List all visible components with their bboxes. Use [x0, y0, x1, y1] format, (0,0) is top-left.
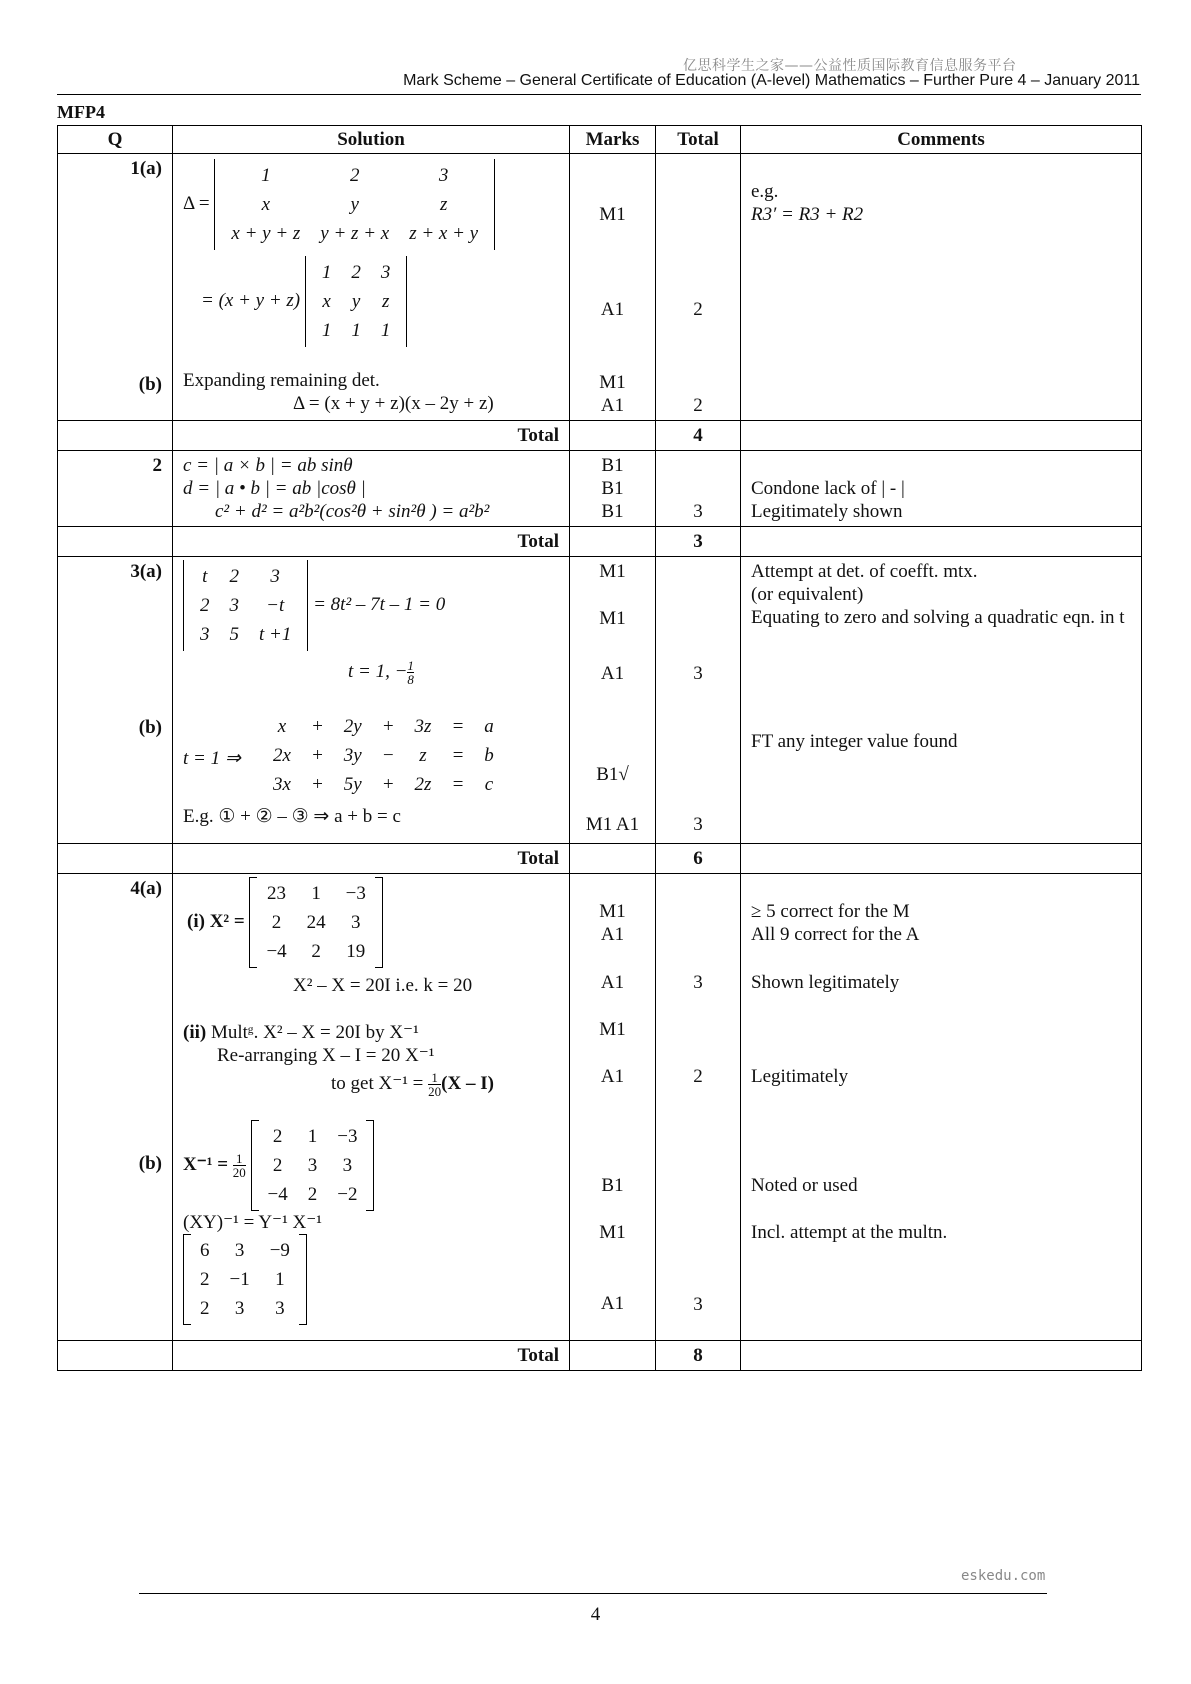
q1-total-row [58, 421, 1142, 451]
q2-mark-3: B1 [601, 501, 624, 522]
q3-eg-line: E.g. ① + ② – ③ ⇒ a + b = c [183, 806, 401, 827]
q3-roots-fraction: $\frac{1}{8}$ [407, 658, 414, 687]
q3-roots: t = 1, − [348, 660, 408, 682]
q1-mark-4: A1 [600, 395, 625, 416]
q2-line-1: c = | a × b | = ab sinθ [183, 455, 353, 476]
q4-x2-eq: X² = [209, 910, 245, 932]
q2-label: 2 [58, 451, 173, 527]
q4-comment-5: Noted or used [751, 1175, 858, 1196]
question-3-row [58, 557, 1142, 844]
q2-subtotal: 3 [693, 501, 703, 522]
q4-xinv-fraction: $\frac{1}{20}$ [232, 1151, 246, 1180]
q1-mark-2: A1 [600, 299, 625, 320]
watermark-top: 亿思科学生之家——公益性质国际教育信息服务平台 [683, 58, 1017, 74]
column-header-solution: Solution [173, 126, 570, 154]
q3-comment-2: (or equivalent) [751, 584, 864, 605]
q1-factor: = (x + y + z) [201, 289, 301, 311]
q4-comment-1: ≥ 5 correct for the M [751, 901, 910, 922]
q4-xy-line: (XY)⁻¹ = Y⁻¹ X⁻¹ [183, 1212, 322, 1233]
q4-comment-2: All 9 correct for the A [751, 924, 920, 945]
mark-scheme-table [57, 125, 1142, 1371]
q4-ii-line-1: Multᵍ. X² – X = 20I by X⁻¹ [210, 1022, 419, 1043]
q4a-label: 4(a) [130, 878, 162, 899]
q3-total-label: Total [173, 844, 570, 874]
q3-comment-4: FT any integer value found [751, 731, 958, 752]
q1-total-value: 4 [656, 421, 741, 451]
q4-mark-5: A1 [600, 1066, 625, 1087]
footer-rule [139, 1593, 1047, 1594]
q4-mark-2: A1 [600, 924, 625, 945]
q3-system-prefix: t = 1 ⇒ [183, 748, 241, 769]
column-header-total: Total [656, 126, 741, 154]
q3-mark-2: M1 [599, 608, 626, 629]
q1a-label: 1(a) [130, 158, 162, 179]
q2-total-value: 3 [656, 527, 741, 557]
q4b-label: (b) [138, 1153, 162, 1174]
header-rule [57, 94, 1141, 95]
q2-total-row [58, 527, 1142, 557]
q4-ii-tail: (X – I) [441, 1072, 494, 1094]
q3b-label: (b) [138, 717, 162, 738]
document-code: MFP4 [57, 102, 105, 122]
q4-x2-line: X² – X = 20I i.e. k = 20 [293, 975, 473, 996]
q2-comment-2: Legitimately shown [751, 501, 903, 522]
q4-x-squared-matrix: 23 1 −3 2 24 3 −4 2 19 [249, 877, 382, 968]
q4-subtotal-1: 3 [693, 972, 703, 993]
q4-subtotal-2: 2 [693, 1066, 703, 1087]
q4-mark-1: M1 [599, 901, 626, 922]
q4-total-value: 8 [656, 1341, 741, 1371]
table-header-row [58, 126, 1142, 154]
q3-total-row [58, 844, 1142, 874]
q1-subtotal-1: 2 [693, 299, 703, 320]
q4-comment-4: Legitimately [751, 1066, 849, 1087]
q2-line-3: c² + d² = a²b²(cos²θ + sin²θ ) = a²b² [215, 501, 490, 522]
q4-subtotal-3: 3 [693, 1294, 703, 1315]
q1b-label: (b) [138, 374, 162, 395]
q4-ii-line-3: to get X⁻¹ = [331, 1072, 424, 1094]
column-header-q: Q [58, 126, 173, 154]
q1-total-label: Total [173, 421, 570, 451]
q1b-line2: Δ = (x + y + z)(x – 2y + z) [293, 393, 494, 414]
q4-total-row [58, 1341, 1142, 1371]
q4-xinv-eq: X⁻¹ = [183, 1153, 229, 1175]
q4-result-matrix: 6 3 −9 2 −1 1 2 3 3 [183, 1234, 307, 1325]
q1b-line1: Expanding remaining det. [183, 370, 380, 391]
q2-line-2: d = | a • b | = ab |cosθ | [183, 478, 366, 499]
q1-determinant: 1 2 3 x y z x + y + z y + z + x z + x + y [214, 159, 495, 250]
q1-reduced-determinant: 1 2 3 x y z 1 1 1 [305, 256, 408, 347]
q1-comment-1: e.g. [751, 181, 779, 202]
q4-mark-4: M1 [599, 1019, 626, 1040]
q4-comment-6: Incl. attempt at the multn. [751, 1222, 948, 1243]
q4-mark-7: M1 [599, 1222, 626, 1243]
q1-mark-3: M1 [599, 372, 626, 393]
q3-mark-4: B1√ [596, 764, 629, 785]
q4-x-inverse-matrix: 2 1 −3 2 3 3 −4 2 −2 [251, 1120, 375, 1211]
q3-mark-3: A1 [600, 663, 625, 684]
page-header: Mark Scheme – General Certificate of Education (A-level) Mathematics – Further Pure 4 – January 2011 [403, 72, 1140, 89]
q3-det-equation: = 8t² – 7t – 1 = 0 [313, 593, 446, 615]
q3-total-value: 6 [656, 844, 741, 874]
column-header-comments: Comments [741, 126, 1142, 154]
question-4-row [58, 874, 1142, 1341]
q3-comment-3: Equating to zero and solving a quadratic eqn. in t [751, 607, 1125, 628]
q1-mark-1: M1 [599, 204, 626, 225]
q2-total-label: Total [173, 527, 570, 557]
q4-ii-line-2: Re-arranging X – I = 20 X⁻¹ [217, 1045, 435, 1066]
q4-mark-3: A1 [600, 972, 625, 993]
q3-mark-1: M1 [599, 561, 626, 582]
q2-mark-2: B1 [601, 478, 624, 499]
q4-comment-3: Shown legitimately [751, 972, 900, 993]
question-1-row [58, 154, 1142, 421]
q4-total-label: Total [173, 1341, 570, 1371]
question-2-row [58, 451, 1142, 527]
q3-determinant: t 2 3 2 3 −t 3 5 t +1 [183, 560, 308, 651]
q4-part-i-label: (i) [187, 910, 205, 932]
q3-mark-5: M1 A1 [585, 814, 640, 835]
q1-delta-eq: Δ = [183, 192, 210, 214]
watermark-bottom: eskedu.com [961, 1568, 1046, 1584]
column-header-marks: Marks [570, 126, 656, 154]
page-number: 4 [590, 1604, 601, 1625]
q4-part-ii-label: (ii) [183, 1022, 207, 1043]
q4-mark-8: A1 [600, 1293, 625, 1314]
q4-ii-fraction: $\frac{1}{20}$ [428, 1070, 442, 1099]
q1-subtotal-2: 2 [693, 395, 703, 416]
q3-comment-1: Attempt at det. of coefft. mtx. [751, 561, 978, 582]
q4-mark-6: B1 [601, 1175, 624, 1196]
q1-comment-2: R3′ = R3 + R2 [751, 204, 864, 225]
q2-mark-1: B1 [601, 455, 624, 476]
q3-subtotal-1: 3 [693, 663, 703, 684]
q3-linear-system: x + 2y + 3z = a 2x + 3y − z = b 3x + 5y + 2z = c [273, 716, 494, 795]
q3a-label: 3(a) [130, 561, 162, 582]
q2-comment-1: Condone lack of | - | [751, 478, 905, 499]
q3-subtotal-2: 3 [693, 814, 703, 835]
